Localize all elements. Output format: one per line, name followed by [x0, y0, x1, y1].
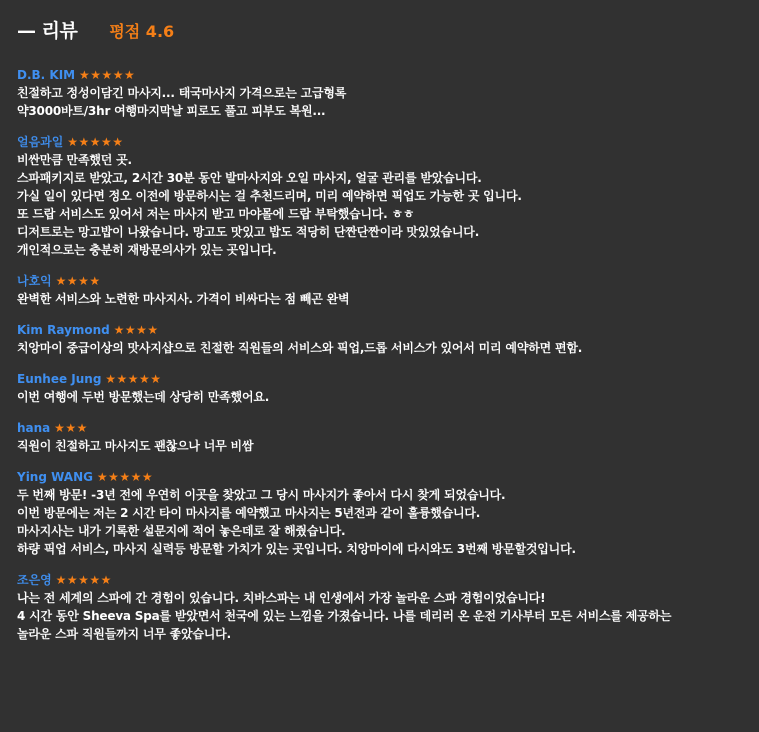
- review-body: [17, 388, 742, 406]
- review-author: Kim Raymond: [17, 323, 110, 337]
- star-rating-icon: ★★★★★: [96, 470, 154, 484]
- review-item: [17, 571, 742, 643]
- star-rating-icon: ★★★★★: [105, 372, 162, 386]
- review-author: Ying WANG: [17, 470, 93, 484]
- review-author: D.B. KIM: [17, 68, 76, 82]
- review-header: [17, 321, 742, 339]
- review-text-line: 스파패키지로 받았고, 2시간 30분 동안 발마사지와 오일 마사지, 얼굴 관리를 받았습니다.: [17, 171, 482, 185]
- review-text-line: 놀라운 스파 직원들까지 너무 좋았습니다.: [17, 627, 231, 641]
- star-rating-icon: ★★★★: [113, 323, 159, 337]
- review-body: [17, 290, 742, 308]
- review-item: [17, 370, 742, 406]
- review-header: [17, 571, 742, 589]
- star-rating-icon: ★★★★: [55, 274, 101, 288]
- review-item: [17, 419, 742, 455]
- review-header: [17, 419, 742, 437]
- review-item: [17, 133, 742, 259]
- review-text-line: 이번 여행에 두번 방문했는데 상당히 만족했어요.: [17, 390, 270, 404]
- review-body: [17, 84, 742, 120]
- review-text-line: 가실 일이 있다면 정오 이전에 방문하시는 걸 추천드리며, 미리 예약하면 픽업도 가능한 곳 입니다.: [17, 189, 522, 203]
- review-text-line: 디저트로는 망고밥이 나왔습니다. 망고도 맛있고 밥도 적당히 단짠단짠이라 맛있었습니다.: [17, 225, 480, 239]
- review-text-line: 하량 픽업 서비스, 마사지 실력등 방문할 가치가 있는 곳입니다. 치앙마이에 다시와도 3번째 방문할것입니다.: [17, 542, 576, 556]
- review-author: 조은영: [17, 573, 52, 587]
- review-header: [17, 468, 742, 486]
- review-text-line: 비싼만큼 만족했던 곳.: [17, 153, 132, 167]
- review-item: [17, 66, 742, 120]
- review-text-line: 친절하고 정성이담긴 마사지... 태국마사지 가격으로는 고급형록: [17, 86, 347, 100]
- review-text-line: 4 시간 동안 Sheeva Spa를 받았면서 천국에 있는 느낌을 가졌습니다. 나를 데리러 온 운전 기사부터 모든 서비스를 제공하는: [17, 609, 672, 623]
- review-header: [17, 66, 742, 84]
- star-rating-icon: ★★★★★: [78, 68, 136, 82]
- review-body: [17, 589, 742, 643]
- review-text-line: 약3000바트/3hr 여행마지막날 피로도 풀고 피부도 복원...: [17, 104, 326, 118]
- review-text-line: 또 드랍 서비스도 있어서 저는 마사지 받고 마야몰에 드랍 부탁했습니다. ㅎㅎ: [17, 207, 415, 221]
- review-text-line: 마사지사는 내가 기록한 설문지에 적어 놓은데로 잘 해줬습니다.: [17, 524, 346, 538]
- review-text-line: 치앙마이 중급이상의 맛사지샵으로 친절한 직원들의 서비스와 픽업,드롭 서비스가 있어서 미리 예약하면 편함.: [17, 341, 583, 355]
- review-body: [17, 486, 742, 558]
- reviews-title: — 리뷰: [17, 20, 78, 42]
- review-body: [17, 151, 742, 259]
- review-author: 얼음과일: [17, 135, 64, 149]
- star-rating-icon: ★★★: [54, 421, 88, 435]
- review-header: [17, 272, 742, 290]
- review-item: [17, 321, 742, 357]
- review-body: [17, 339, 742, 357]
- review-author: Eunhee Jung: [17, 372, 102, 386]
- review-text-line: 개인적으로는 충분히 재방문의사가 있는 곳입니다.: [17, 243, 277, 257]
- rating-score: 평점 4.6: [109, 22, 175, 41]
- review-text-line: 이번 방문에는 저는 2 시간 타이 마사지를 예약했고 마사지는 5년전과 같이 훌륭했습니다.: [17, 506, 481, 520]
- review-item: [17, 468, 742, 558]
- review-author: 나호익: [17, 274, 52, 288]
- star-rating-icon: ★★★★★: [55, 573, 112, 587]
- review-text-line: 완벽한 서비스와 노련한 마사지사. 가격이 비싸다는 점 빼곤 완벽: [17, 292, 350, 306]
- review-text-line: 직원이 친절하고 마사지도 괜찮으나 너무 비쌈: [17, 439, 254, 453]
- review-author: hana: [17, 421, 51, 435]
- review-header: [17, 370, 742, 388]
- review-text-line: 두 번째 방문! -3년 전에 우연히 이곳을 찾았고 그 당시 마사지가 좋아서 다시 찾게 되었습니다.: [17, 488, 506, 502]
- reviews-header: [17, 16, 742, 52]
- review-item: [17, 272, 742, 308]
- star-rating-icon: ★★★★★: [67, 135, 124, 149]
- review-list: [17, 66, 742, 643]
- review-body: [17, 437, 742, 455]
- review-text-line: 나는 전 세계의 스파에 간 경험이 있습니다. 치바스파는 내 인생에서 가장 놀라운 스파 경험이었습니다!: [17, 591, 546, 605]
- review-header: [17, 133, 742, 151]
